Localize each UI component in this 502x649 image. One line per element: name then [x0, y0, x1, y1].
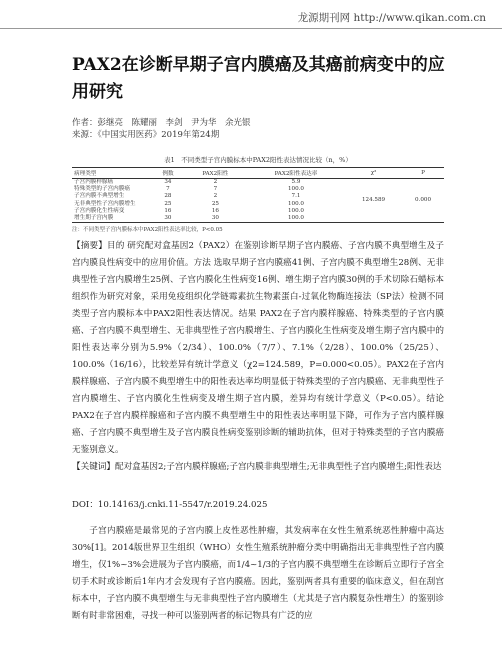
site-header: 龙源期刊网 http://www.qikan.com.cn: [297, 12, 486, 24]
table-title: 表1 不同类型子宫内膜标本中PAX2阳性表达情况比较（n，%）: [164, 156, 352, 164]
table-cell: 特殊类型的子宫内膜癌: [74, 186, 130, 193]
table-cell: 25: [164, 200, 172, 207]
table-cell: 子宫内膜不典型增生: [74, 193, 125, 200]
keywords: [72, 459, 444, 476]
keywords-text: 配对盒基因2;子宫内膜样腺癌;子宫内膜非典型增生;无非典型性子宫内膜增生;阳性表达: [114, 462, 442, 472]
table-cell: 100.0: [287, 186, 304, 193]
table-header-cell: PAX2阳性表达率: [274, 171, 318, 177]
table-note: 注：不同类型子宫内膜标本中PAX2阳性表达率比较，P<0.05: [72, 227, 223, 234]
article-source: 来源：《中国实用医药》2019年第24期: [72, 130, 220, 140]
table-cell: 100.0: [287, 215, 304, 222]
article-authors: 作者：彭继亮 陈耀丽 李剑 尹为华 余光银: [72, 118, 251, 128]
table-cell: 7: [166, 186, 170, 193]
table-cell: 5.9: [291, 179, 301, 185]
doi: DOI：10.14163/j.cnki.11-5547/r.2019.24.025: [72, 500, 268, 510]
header-divider: [0, 28, 502, 29]
table-cell: 2: [213, 179, 218, 185]
table-cell: 7.1: [291, 193, 301, 200]
table-header-cell: χ²: [370, 170, 377, 176]
table-header-row: [72, 168, 444, 179]
table-cell: 子宫内膜化生性病变: [74, 207, 125, 214]
abstract-label: 【摘要】: [72, 241, 107, 251]
p-value: 0.000: [414, 197, 431, 203]
chi-square-value: 124.589: [361, 197, 386, 203]
article-title: PAX2在诊断早期子宫内膜癌及其癌前病变中的应用研究: [72, 55, 445, 102]
table-header-cell: P: [421, 170, 425, 176]
table-cell: 28: [164, 193, 172, 200]
body-paragraph: 子宫内膜癌是最常见的子宫内膜上皮性恶性肿瘤，其发病率在女性生殖系统恶性肿瘤中高达30%[1]。2014版世界卫生组织（WHO）女性生殖系统肿瘤分类中明确指出无非典型性子宫内膜增生，仅1%~3%会进展为子宫内膜癌，而1/4~1/3的子宫内膜不典型增生在诊断后立即行子宫全切手术时或诊断后1年内才会发现有子宫内膜癌。因此，鉴别两者具有重要的临床意义，但在刮宫标本中，子宫内膜不典型增生与无非典型性子宫内膜增生（尤其是子宫内膜复杂性增生）的鉴别诊断有时非常困难，寻找一种可以鉴别两者的标记物具有广泛的应: [72, 526, 444, 621]
table-cell: 34: [164, 179, 172, 185]
results-table: [72, 167, 444, 223]
abstract: [72, 238, 444, 459]
table-cell: 2: [213, 193, 218, 200]
table-header-cell: 病理类型: [74, 171, 97, 177]
table-header-cell: 例数: [162, 171, 174, 177]
table-header-cell: PAX2阳性: [202, 171, 229, 177]
table-cell: 30: [164, 215, 172, 222]
keywords-label: 【关键词】: [72, 462, 115, 472]
abstract-text: 目的 研究配对盒基因2（PAX2）在鉴别诊断早期子宫内膜癌、子宫内膜不典型增生及子宫内膜良性病变中的应用价值。方法 选取早期子宫内膜癌41例、子宫内膜不典型增生28例、无非典型性子宫内膜增生25例、子宫内膜化生性病变16例、增生期子宫内膜30例的手术切除石蜡标本组织作为研究对象，采用免疫组织化学链霉素抗生物素蛋白-过氧化物酶连接法（SP法）检测不同类型子宫内膜标本中PAX2阳性表达情况。结果 PAX2在子宫内膜样腺癌、特殊类型的子宫内膜癌、子宫内膜不典型增生、无非典型性子宫内膜增生、子宫内膜化生性病变及增生期子宫内膜中的阳性表达率分别为5.9%（2/34）、100.0%（7/7）、7.1%（2/28）、100.0%（25/25）、100.0%（16/16），比较差异有统计学意义（χ2=124.589，P=0.000<0.05）。PAX2在子宫内膜样腺癌、子宫内膜不典型增生中的阳性表达率均明显低于特殊类型的子宫内膜癌、无非典型性子宫内膜增生、子宫内膜化生性病变及增生期子宫内膜，差异均有统计学意义（P<0.05）。结论 PAX2在子宫内膜样腺癌和子宫内膜不典型增生中的阳性表达率明显下降，可作为子宫内膜样腺癌、子宫内膜不典型增生及子宫内膜良性病变鉴别诊断的辅助抗体，但对于特殊类型的子宫内膜癌无鉴别意义。: [72, 241, 444, 455]
table-cell: 100.0: [287, 207, 304, 214]
table-cell: 增生期子宫内膜: [74, 215, 114, 222]
table-cell: 25: [211, 200, 219, 207]
table-cell: 16: [211, 207, 219, 214]
results-table-block: [72, 155, 444, 233]
table-cell: 7: [213, 186, 218, 193]
table-cell: 16: [164, 207, 172, 214]
table-cell: 无非典型性子宫内膜增生: [74, 200, 136, 207]
table-cell: 100.0: [287, 200, 304, 207]
table-cell: 30: [211, 215, 219, 222]
table-cell: 子宫内膜样腺癌: [74, 179, 114, 185]
